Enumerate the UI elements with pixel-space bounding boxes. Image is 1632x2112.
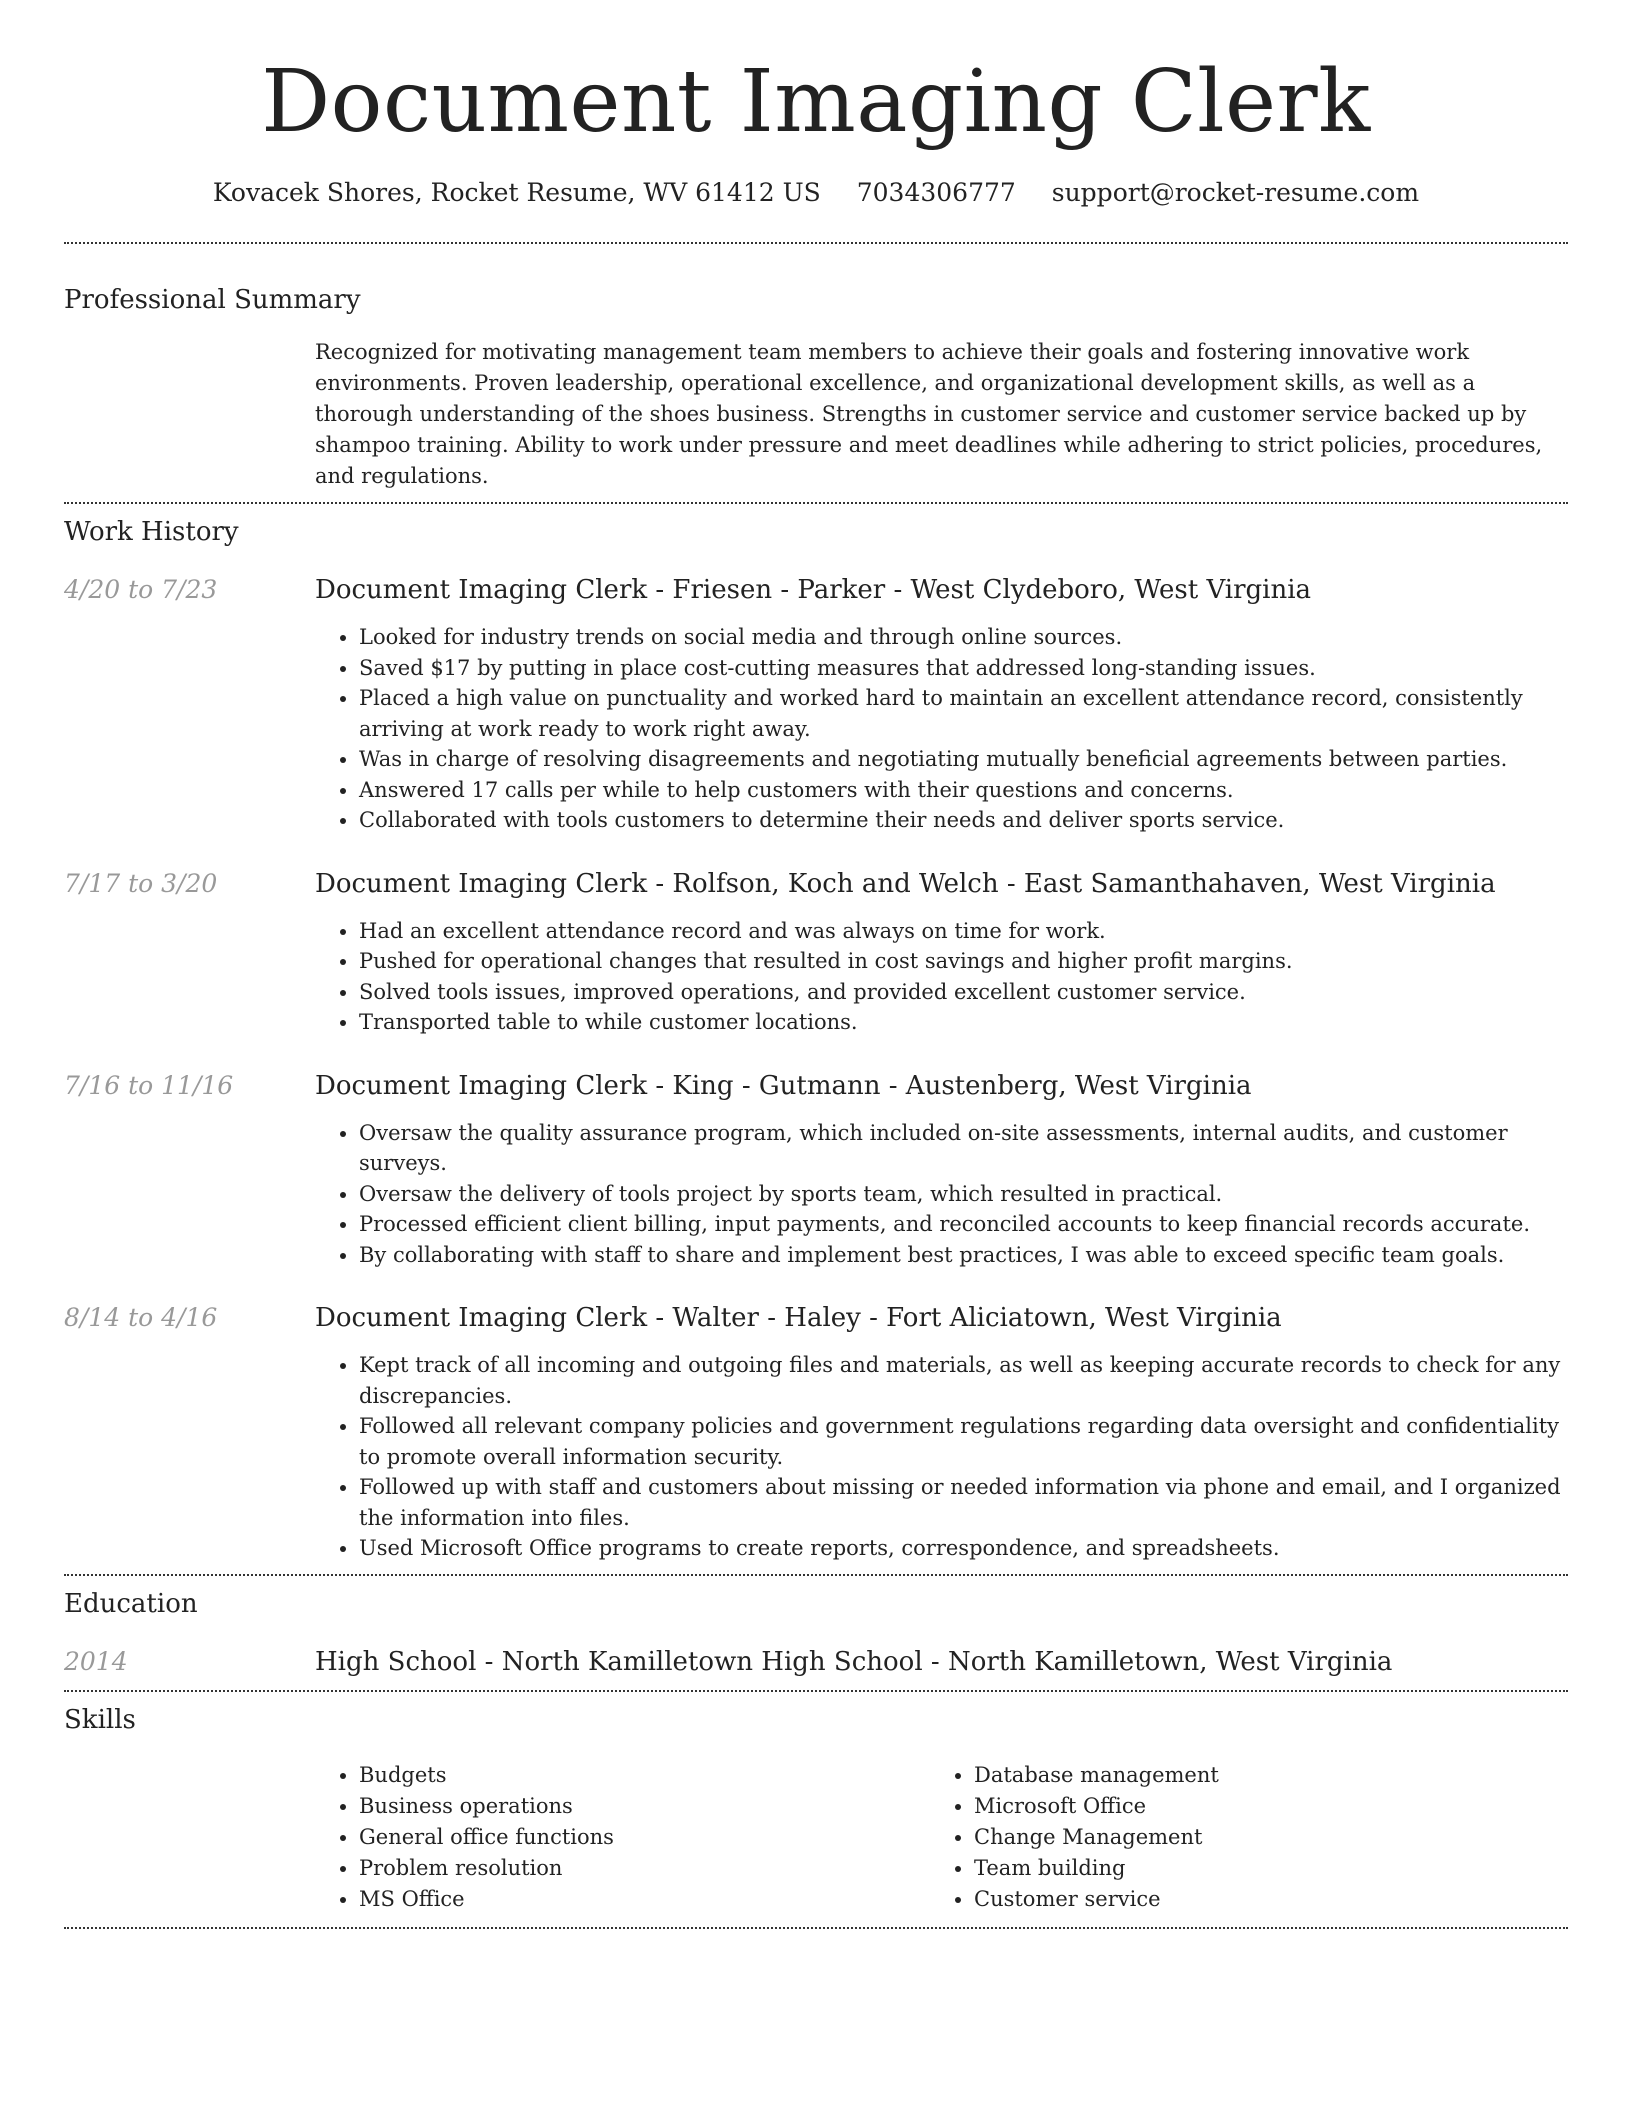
contact-email: support@rocket-resume.com bbox=[1051, 178, 1420, 207]
job-dates: 7/16 to 11/16 bbox=[64, 1070, 234, 1100]
list-item: • Placed a high value on punctuality and worked hard to maintain an excellent attendance record, consistently arriving at work ready to work right away. bbox=[359, 683, 1568, 744]
skill-item: • Change Management bbox=[974, 1822, 1545, 1853]
job-heading: Document Imaging Clerk - Walter - Haley - Fort Aliciatown, West Virginia bbox=[315, 1303, 1282, 1333]
list-item: • Oversaw the delivery of tools project by sports team, which resulted in practical. bbox=[359, 1179, 1568, 1210]
section-education bbox=[64, 1576, 1568, 1678]
section-work-history bbox=[64, 504, 1568, 1564]
list-item: • Was in charge of resolving disagreements and negotiating mutually beneficial agreements between parties. bbox=[359, 744, 1568, 775]
section-summary bbox=[64, 244, 1568, 492]
section-title-skills: Skills bbox=[64, 1704, 136, 1735]
job-bullets bbox=[315, 1350, 1568, 1564]
job-entry bbox=[64, 868, 1568, 1038]
list-item: • Pushed for operational changes that resulted in cost savings and higher profit margins. bbox=[359, 946, 1568, 977]
list-item: • Processed efficient client billing, input payments, and reconciled accounts to keep financial records accurate. bbox=[359, 1209, 1568, 1240]
skill-item: • General office functions bbox=[359, 1822, 930, 1853]
job-heading: Document Imaging Clerk - Friesen - Parker - West Clydeboro, West Virginia bbox=[315, 575, 1312, 605]
job-heading: Document Imaging Clerk - King - Gutmann - Austenberg, West Virginia bbox=[315, 1070, 1252, 1101]
summary-text: Recognized for motivating management team members to achieve their goals and fostering innovative work environments. Proven leadership, operational excellence, and organizational development skills, as well as a thorough understanding of the shoes business. Strengths in customer service and customer service backed up by shampoo training. Ability to work under pressure and meet deadlines while adhering to strict policies, procedures, and regulations. bbox=[315, 340, 1543, 488]
skill-item: • MS Office bbox=[359, 1884, 930, 1915]
job-entry bbox=[64, 574, 1568, 836]
job-entry bbox=[64, 1302, 1568, 1564]
job-dates: 4/20 to 7/23 bbox=[64, 575, 218, 604]
job-entry bbox=[64, 1070, 1568, 1271]
job-dates: 7/17 to 3/20 bbox=[64, 868, 218, 898]
skill-item: • Database management bbox=[974, 1760, 1545, 1791]
list-item: • Collaborated with tools customers to determine their needs and deliver sports service. bbox=[359, 805, 1568, 836]
skills-list-right bbox=[930, 1760, 1545, 1915]
job-dates: 8/14 to 4/16 bbox=[64, 1303, 218, 1332]
skill-item: • Team building bbox=[974, 1853, 1545, 1884]
skill-item: • Customer service bbox=[974, 1884, 1545, 1915]
contact-address: Kovacek Shores, Rocket Resume, WV 61412 US bbox=[212, 178, 821, 207]
job-heading: Document Imaging Clerk - Rolfson, Koch and Welch - East Samanthahaven, West Virginia bbox=[315, 868, 1496, 899]
list-item: • Used Microsoft Office programs to create reports, correspondence, and spreadsheets. bbox=[359, 1533, 1568, 1564]
job-bullets bbox=[315, 916, 1568, 1038]
section-skills bbox=[64, 1692, 1568, 1915]
education-heading: High School - North Kamilletown High School - North Kamilletown, West Virginia bbox=[315, 1646, 1393, 1677]
list-item: • Had an excellent attendance record and was always on time for work. bbox=[359, 916, 1568, 947]
list-item: • Oversaw the quality assurance program, which included on-site assessments, internal audits, and customer surveys. bbox=[359, 1118, 1568, 1179]
education-entry bbox=[64, 1646, 1568, 1678]
list-item: • Solved tools issues, improved operations, and provided excellent customer service. bbox=[359, 977, 1568, 1008]
list-item: • Saved $17 by putting in place cost-cutting measures that addressed long-standing issues. bbox=[359, 653, 1568, 684]
resume-header bbox=[64, 0, 1568, 208]
skill-item: • Budgets bbox=[359, 1760, 930, 1791]
list-item: • Answered 17 calls per while to help customers with their questions and concerns. bbox=[359, 775, 1568, 806]
job-bullets bbox=[315, 622, 1568, 836]
list-item: • Followed up with staff and customers about missing or needed information via phone and email, and I organized the information into files. bbox=[359, 1472, 1568, 1533]
list-item: • Kept track of all incoming and outgoing files and materials, as well as keeping accurate records to check for any discrepancies. bbox=[359, 1350, 1568, 1411]
list-item: • Followed all relevant company policies and government regulations regarding data oversight and confidentiality to promote overall information security. bbox=[359, 1411, 1568, 1472]
skill-item: • Microsoft Office bbox=[974, 1791, 1545, 1822]
skill-item: • Problem resolution bbox=[359, 1853, 930, 1884]
list-item: • Transported table to while customer locations. bbox=[359, 1007, 1568, 1038]
education-date: 2014 bbox=[64, 1646, 128, 1676]
contact-line bbox=[64, 178, 1568, 208]
divider bbox=[64, 1927, 1568, 1929]
section-title-education: Education bbox=[64, 1588, 198, 1619]
list-item: • By collaborating with staff to share and implement best practices, I was able to exceed specific team goals. bbox=[359, 1240, 1568, 1271]
contact-phone: 7034306777 bbox=[856, 178, 1016, 207]
section-title-work: Work History bbox=[64, 517, 239, 547]
skills-grid bbox=[315, 1760, 1568, 1915]
skills-list-left bbox=[315, 1760, 930, 1915]
section-title-summary: Professional Summary bbox=[64, 285, 361, 315]
skill-item: • Business operations bbox=[359, 1791, 930, 1822]
candidate-name: Document Imaging Clerk bbox=[261, 52, 1371, 152]
job-bullets bbox=[315, 1118, 1568, 1271]
list-item: • Looked for industry trends on social media and through online sources. bbox=[359, 622, 1568, 653]
